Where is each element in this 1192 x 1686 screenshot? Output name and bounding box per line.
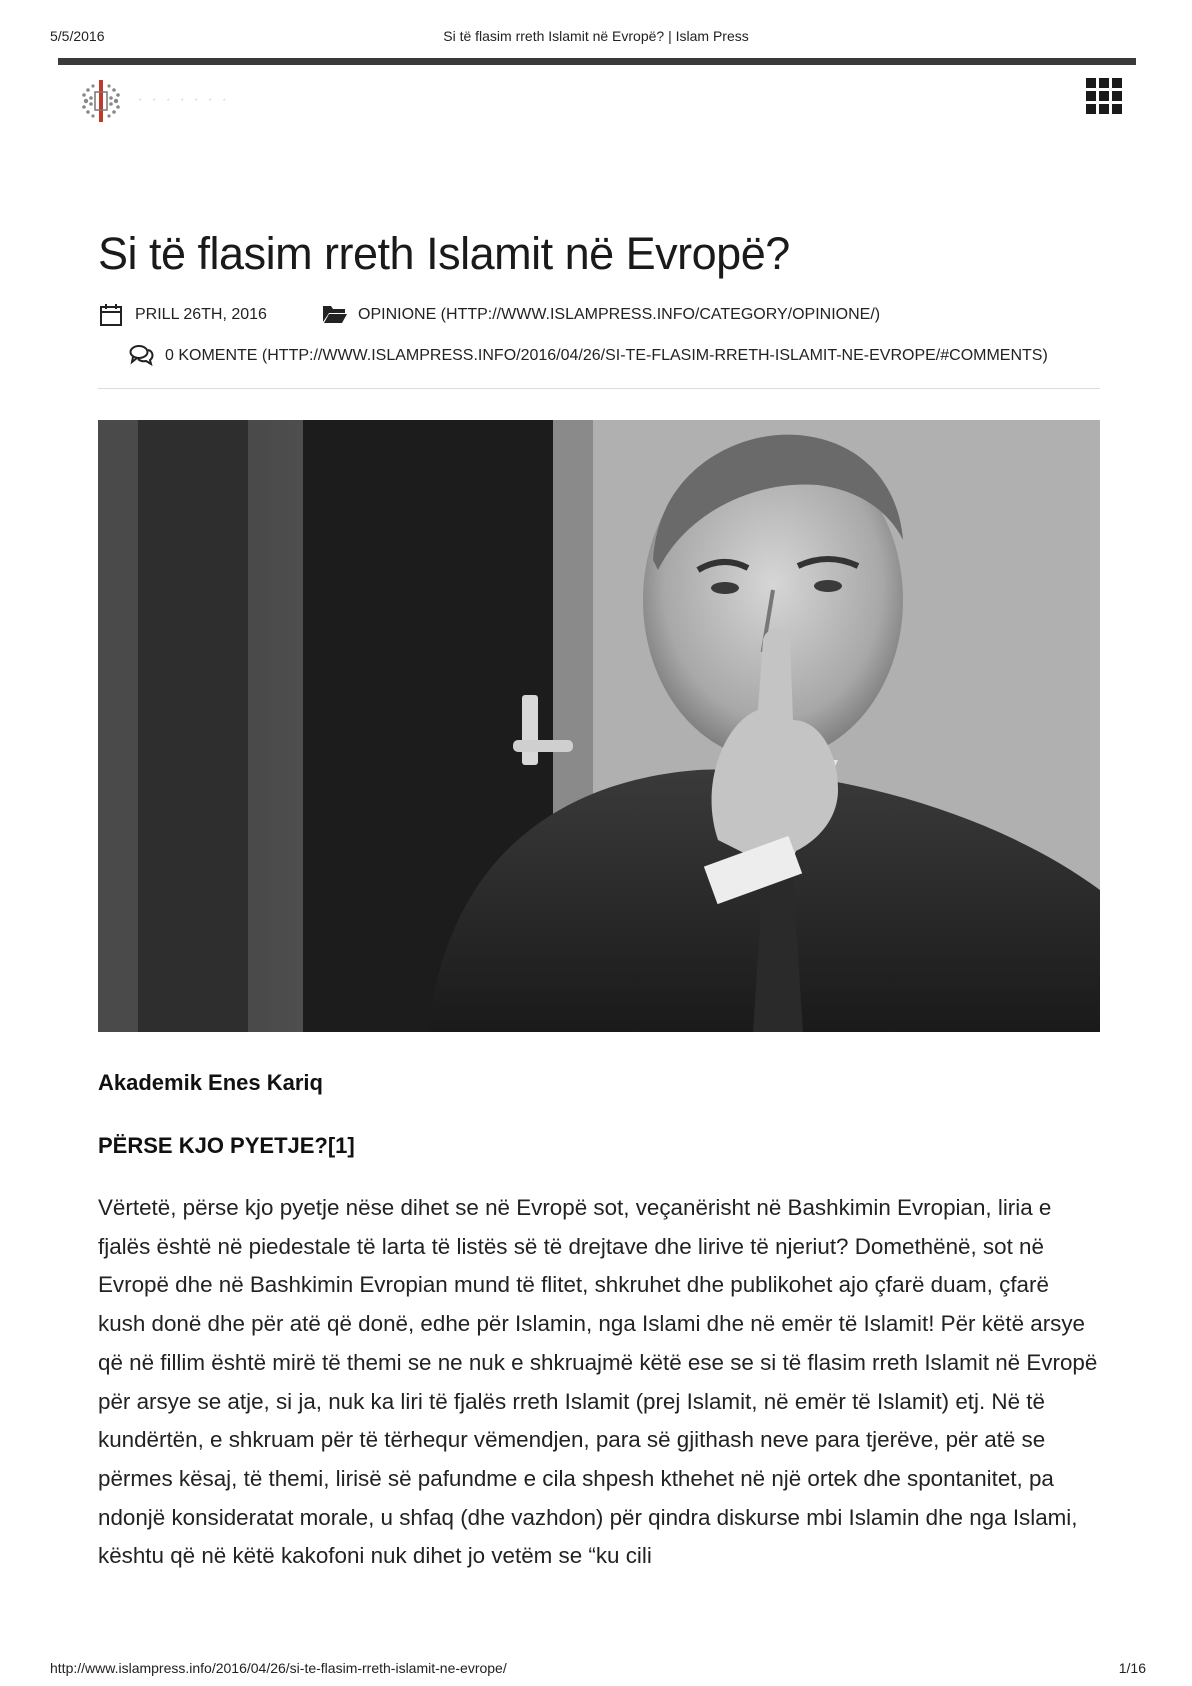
post-date [99,303,339,327]
post-category[interactable] [322,303,942,327]
islam-press-logo-icon [76,78,126,124]
grid-menu-button[interactable] [1086,78,1124,116]
article-title: Si të flasim rreth Islamit në Evropë? [98,228,790,279]
section-heading: PËRSE KJO PYETJE?[1] [98,1133,355,1158]
site-logo[interactable] [76,78,356,124]
folder-icon [322,303,348,325]
print-page-title: Si të flasim rreth Islamit në Evropë? | Islam Press [443,28,749,44]
comments-link[interactable]: 0 KOMENTE (HTTP://WWW.ISLAMPRESS.INFO/2016/04/26/SI-TE-FLASIM-RRETH-ISLAMIT-NE-EVROPE/#COMMENTS) [165,347,1048,364]
header-rule [58,58,1136,65]
post-comments[interactable] [129,344,1119,368]
article-body: Vërtetë, përse kjo pyetje nëse dihet se në Evropë sot, veçanërisht në Bashkimin Evropian, liria e fjalës është në piedestale të larta të listës së të drejtave dhe lirive të njeriut? Domethënë, sot në Evropë dhe në Bashkimin Evropian mund të flitet, shkruhet dhe publikohet ajo çfarë duam, çfarë kush donë dhe për atë që donë, edhe për Islamin, nga Islami dhe në emër të Islamit! Për këtë arsye që në fillim është mirë të themi se ne nuk e shkruajmë këtë ese se si të flasim rreth Islamit në Evropë për arsye se atje, si ja, nuk ka liri të fjalës rreth Islamit (prej Islamit, në emër të Islamit) etj. Në të kundërtën, e shkruam për të tërhequr vëmendjen, para së gjithash neve para tjerëve, për atë se përmes kësaj, të themi, lirisë së pafundme e cila shpesh kthehet në një ortek dhe spontanitet, pa ndonjë konsideratat morale, u shfaq (dhe vazhdon) për qindra diskurse mbi Islamin dhe nga Islami, kështu që në këtë kakofoni nuk dihet jo vetëm se “ku cili [98,1195,1098,1569]
logo-wordmark: · · · · · · · [138,92,229,109]
hero-photo [98,420,1100,1032]
grid-menu-icon [1086,78,1096,88]
print-footer [0,1660,1192,1680]
meta-divider [98,388,1100,389]
print-header [0,28,1192,48]
portrait-image [98,420,1100,1032]
print-date: 5/5/2016 [50,28,105,44]
print-page-number: 1/16 [1118,1660,1146,1676]
calendar-icon [99,303,123,327]
post-date-text: PRILL 26TH, 2016 [135,306,267,323]
article-author: Akademik Enes Kariq [98,1070,323,1095]
comments-icon [129,344,155,366]
category-link[interactable]: OPINIONE (HTTP://WWW.ISLAMPRESS.INFO/CATEGORY/OPINIONE/) [358,306,881,323]
print-url: http://www.islampress.info/2016/04/26/si-te-flasim-rreth-islamit-ne-evrope/ [50,1660,507,1676]
